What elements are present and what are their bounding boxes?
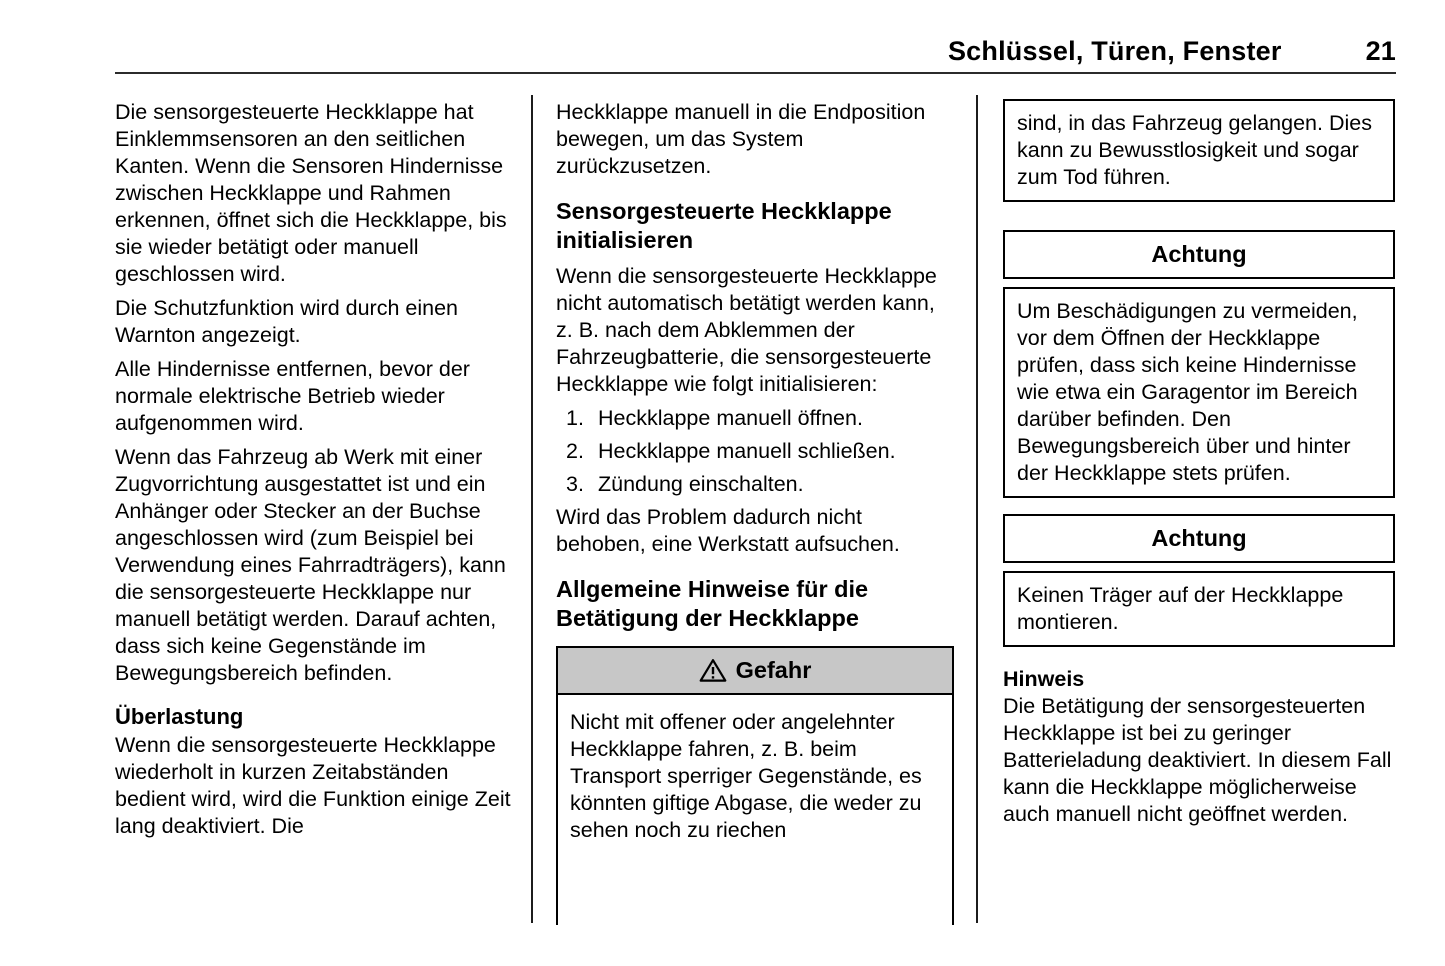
page-number: 21 bbox=[1365, 36, 1396, 66]
caution-box-header: Achtung bbox=[1003, 230, 1395, 279]
section-heading-allgemeine-hinweise: Allgemeine Hinweise für die Betätigung der Heckklappe bbox=[556, 576, 869, 631]
caution-box-header: Achtung bbox=[1003, 514, 1395, 563]
list-text: Heckklappe manuell öffnen. bbox=[598, 406, 863, 430]
list-text: Zündung einschalten. bbox=[598, 472, 804, 496]
list-item bbox=[556, 405, 954, 432]
paragraph: Wenn die sensorgesteuerte Heckklappe wiederholt in kurzen Zeitabständen bedient wird, wird die Funktion einige Zeit lang deaktiviert. Die bbox=[115, 733, 511, 838]
paragraph: Wenn das Fahrzeug ab Werk mit einer Zugvorrichtung ausgestattet ist und ein Anhänger oder Stecker an der Buchse angeschlossen wird (zum Beispiel bei Verwendung eines Fahrradträgers), kann die sensorgesteuerte Heckklappe nur manuell betätigt werden. Darauf achten, dass sich keine Gegenstände im Bewegungsbereich befinden. bbox=[115, 445, 506, 685]
column-2 bbox=[556, 99, 954, 925]
list-number: 2. bbox=[566, 439, 584, 463]
section-heading-initialisieren: Sensorgesteuerte Heckklappe initialisieren bbox=[556, 198, 892, 253]
paragraph: Die sensorgesteuerte Heckklappe hat Einklemmsensoren an den seitlichen Kanten. Wenn die Sensoren Hindernisse zwischen Heckklappe und Rahmen erkennen, öffnet sich die Heckklappe, bis sie wieder betätigt oder manuell geschlossen wird. bbox=[115, 100, 507, 286]
warning-triangle-icon bbox=[699, 658, 727, 683]
column-divider-1 bbox=[531, 95, 533, 923]
column-3 bbox=[1003, 99, 1395, 835]
page-header-title: Schlüssel, Türen, Fenster bbox=[947, 36, 1282, 66]
danger-box-title: Gefahr bbox=[735, 657, 812, 683]
danger-box-body: Nicht mit offener oder angelehnter Heckklappe fahren, z. B. beim Transport sperriger Gegenstände, es könnten giftige Abgase, die weder zu sehen noch zu riechen bbox=[556, 695, 954, 925]
list-number: 3. bbox=[566, 472, 584, 496]
list-item bbox=[556, 438, 954, 465]
page-header bbox=[115, 36, 1396, 67]
caution-box-body: Um Beschädigungen zu vermeiden, vor dem Öffnen der Heckklappe prüfen, dass sich keine Hindernisse wie etwa ein Garagentor im Bereich darüber befinden. Den Bewegungsbereich über und hinter der Heckklappe stets prüfen. bbox=[1003, 287, 1395, 498]
column-1 bbox=[115, 99, 515, 847]
list-number: 1. bbox=[566, 406, 584, 430]
paragraph: Heckklappe manuell in die Endposition bewegen, um das System zurückzusetzen. bbox=[556, 100, 926, 178]
list-text: Heckklappe manuell schließen. bbox=[598, 439, 896, 463]
danger-continuation-box: sind, in das Fahrzeug gelangen. Dies kann zu Bewusstlosigkeit und sogar zum Tod führen. bbox=[1003, 99, 1395, 202]
caution-box-1 bbox=[1003, 230, 1395, 498]
paragraph: Wenn die sensorgesteuerte Heckklappe nicht automatisch betätigt werden kann, z. B. nach dem Abklemmen der Fahrzeugbatterie, die sensorgesteuerte Heckklappe wie folgt initialisieren: bbox=[556, 264, 937, 396]
note-paragraph: Die Betätigung der sensorgesteuerten Heckklappe ist bei zu geringer Batterieladung deaktiviert. In diesem Fall kann die Heckklappe möglicherweise auch manuell nicht geöffnet werden. bbox=[1003, 694, 1392, 826]
subsection-heading-ueberlastung: Überlastung bbox=[115, 704, 244, 729]
paragraph: Wird das Problem dadurch nicht behoben, eine Werkstatt aufsuchen. bbox=[556, 505, 900, 556]
header-rule bbox=[115, 72, 1396, 74]
list-item bbox=[556, 471, 954, 498]
paragraph: Alle Hindernisse entfernen, bevor der normale elektrische Betrieb wieder aufgenommen wird. bbox=[115, 357, 470, 435]
note-heading: Hinweis bbox=[1003, 667, 1085, 691]
caution-box-2 bbox=[1003, 514, 1395, 647]
danger-box bbox=[556, 646, 954, 925]
danger-box-header bbox=[556, 646, 954, 695]
ordered-list bbox=[556, 405, 954, 498]
paragraph: Die Schutzfunktion wird durch einen Warnton angezeigt. bbox=[115, 296, 458, 347]
column-divider-2 bbox=[976, 95, 978, 923]
caution-box-body: Keinen Träger auf der Heckklappe montieren. bbox=[1003, 571, 1395, 647]
